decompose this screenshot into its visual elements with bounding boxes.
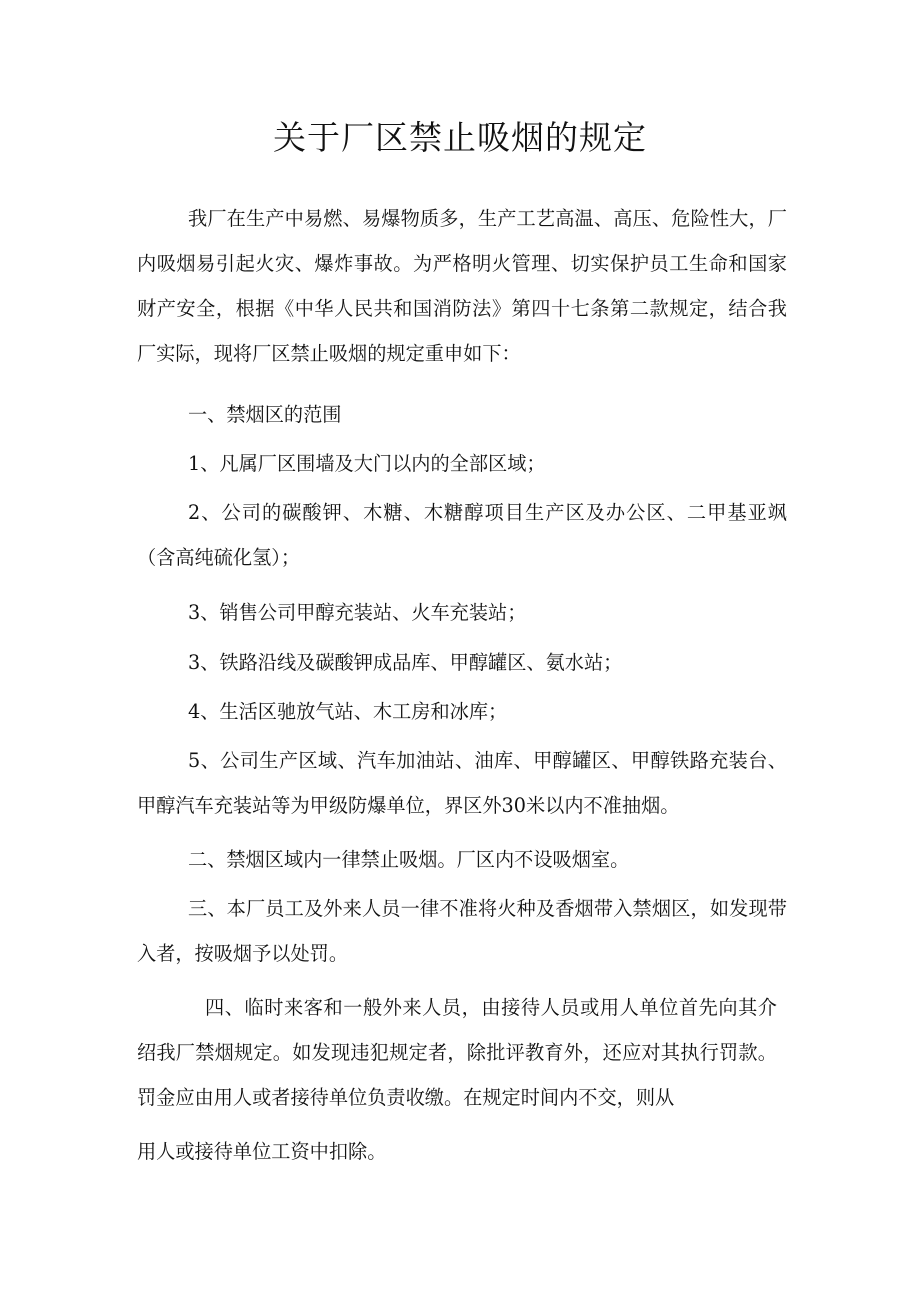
scope-item-3a: 3、销售公司甲醇充装站、火车充装站； [188,601,527,624]
intro-paragraph: 我厂在生产中易燃、易爆物质多，生产工艺高温、高压、危险性大，厂内吸烟易引起火灾、爆炸事故。为严格明火管理、切实保护员工生命和国家财产安全，根据《中华人民共和国消防法》第四十七条第二款规定，结合我厂实际，现将厂区禁止吸烟的规定重申如下： [137,207,787,365]
scope-item-1: 1、凡属厂区围墙及大门以内的全部区域； [188,452,546,475]
scope-item-3b: 3、铁路沿线及碳酸钾成品库、甲醇罐区、氨水站； [188,651,623,674]
section3-paragraph: 三、本厂员工及外来人员一律不准将火种及香烟带入禁烟区，如发现带入者，按吸烟予以处罚。 [137,897,787,965]
section2-paragraph: 二、禁烟区域内一律禁止吸烟。厂区内不设吸烟室。 [188,848,630,871]
scope-item-4: 4、生活区驰放气站、木工房和冰库； [188,700,508,723]
section4-paragraph: 四、临时来客和一般外来人员，由接待人员或用人单位首先向其介绍我厂禁烟规定。如发现违犯规定者，除批评教育外，还应对其执行罚款。罚金应由用人或者接待单位负责收缴。在规定时间内不交，则从 [137,996,777,1109]
scope-item-2: 2、公司的碳酸钾、木糖、木糖醇项目生产区及办公区、二甲基亚飒（含高纯硫化氢）； [137,501,787,569]
scope-item-5: 5、公司生产区域、汽车加油站、油库、甲醇罐区、甲醇铁路充装台、甲醇汽车充装站等为甲级防爆单位，界区外30米以内不准抽烟。 [137,749,787,817]
document-title: 关于厂区禁止吸烟的规定 [273,118,647,157]
section1-heading: 一、禁烟区的范围 [188,403,342,426]
section4-continuation: 用人或接待单位工资中扣除。 [137,1140,387,1163]
